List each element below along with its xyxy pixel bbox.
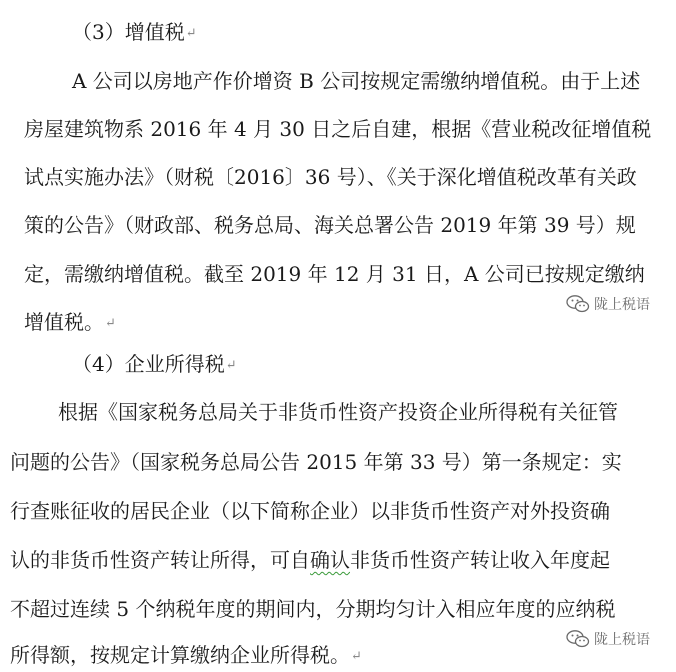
text-fragment: 认的非货币性资产转让所得，可自	[10, 548, 310, 572]
section-heading-vat	[72, 17, 197, 47]
paragraph-line	[24, 210, 662, 240]
spellcheck-underlined-text: 确认	[310, 548, 350, 572]
paragraph-line	[10, 594, 662, 624]
wechat-icon	[566, 295, 590, 313]
watermark-text: 陇上税语	[594, 297, 650, 313]
paragraph-text: 根据《国家税务总局关于非货币性资产投资企业所得税有关征管	[58, 400, 618, 424]
paragraph-text: 房屋建筑物系 2016 年 4 月 30 日之后自建，根据《营业税改征增值税	[24, 117, 652, 141]
paragraph-text: 问题的公告》（国家税务总局公告 2015 年第 33 号）第一条规定：实	[10, 450, 622, 474]
paragraph-line	[10, 545, 662, 575]
heading-text: （4）企业所得税	[72, 352, 225, 376]
paragraph-line	[10, 447, 662, 477]
paragraph-line	[10, 496, 662, 526]
paragraph-mark-icon: ↵	[105, 316, 116, 331]
paragraph-text: 不超过连续 5 个纳税年度的期间内，分期均匀计入相应年度的应纳税	[10, 597, 616, 621]
paragraph-text: 试点实施办法》（财税〔2016〕36 号）、《关于深化增值税改革有关政	[24, 165, 637, 189]
paragraph-mark-icon: ↵	[225, 358, 237, 373]
paragraph-line	[24, 307, 116, 337]
paragraph-text: 行查账征收的居民企业（以下简称企业）以非货币性资产对外投资确	[10, 499, 610, 523]
text-fragment: 非货币性资产转让收入年度起	[350, 548, 610, 572]
paragraph-line	[24, 114, 662, 144]
watermark-text: 陇上税语	[594, 632, 650, 648]
paragraph-line	[24, 259, 662, 289]
section-heading-income-tax	[72, 349, 237, 379]
paragraph-line	[58, 397, 662, 427]
paragraph-text: 增值税。	[24, 310, 104, 334]
paragraph-mark-icon: ↵	[185, 26, 197, 41]
paragraph-text: 所得额，按规定计算缴纳企业所得税。	[10, 643, 350, 667]
paragraph-text: 定，需缴纳增值税。截至 2019 年 12 月 31 日，A 公司已按规定缴纳	[24, 262, 645, 286]
paragraph-line	[24, 162, 662, 192]
paragraph-text	[10, 548, 610, 572]
heading-text: （3）增值税	[72, 20, 185, 44]
paragraph-line	[72, 66, 662, 96]
watermark	[566, 627, 650, 651]
watermark	[566, 292, 650, 316]
paragraph-mark-icon: ↵	[351, 649, 362, 664]
paragraph-text: 策的公告》（财政部、税务总局、海关总署公告 2019 年第 39 号）规	[24, 213, 636, 237]
wechat-icon	[566, 630, 590, 648]
paragraph-line	[10, 640, 362, 670]
paragraph-text: A 公司以房地产作价增资 B 公司按规定需缴纳增值税。由于上述	[72, 69, 641, 93]
